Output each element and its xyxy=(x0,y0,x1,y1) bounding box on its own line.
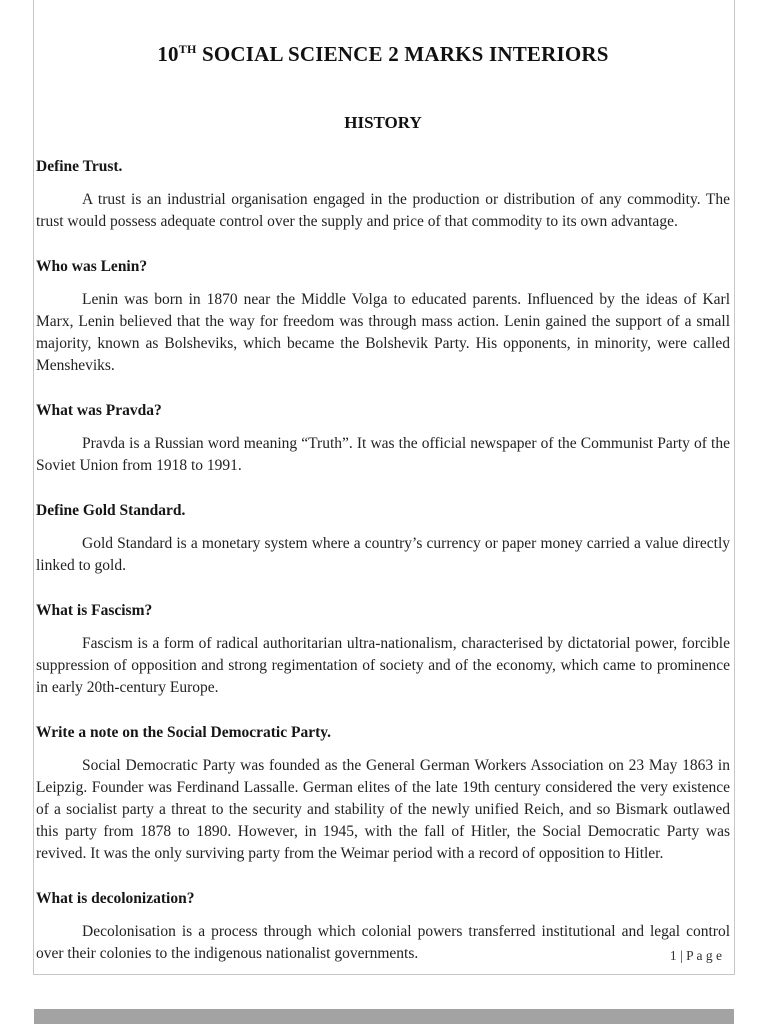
page-number-footer: 1 | P a g e xyxy=(669,948,722,963)
title-ordinal-suffix: TH xyxy=(178,42,197,56)
document-page xyxy=(33,0,735,975)
next-page-edge xyxy=(34,1009,734,1024)
question-social-democratic-party: Write a note on the Social Democratic Party. xyxy=(36,724,331,741)
answer-what-is-decolonization: Decolonisation is a process through which colonial powers transferred institutional and legal control over their colonies to the indigenous nationalist governments. xyxy=(36,923,730,962)
question-what-is-fascism: What is Fascism? xyxy=(36,602,153,619)
question-who-was-lenin: Who was Lenin? xyxy=(36,258,148,275)
section-heading: HISTORY xyxy=(344,113,422,132)
answer-define-gold-standard: Gold Standard is a monetary system where a country’s currency or paper money carried a value directly linked to gold. xyxy=(36,535,730,574)
question-define-trust: Define Trust. xyxy=(36,158,123,175)
question-define-gold-standard: Define Gold Standard. xyxy=(36,502,186,519)
title-number: 10 xyxy=(157,42,179,66)
question-what-was-pravda: What was Pravda? xyxy=(36,402,162,419)
answer-social-democratic-party: Social Democratic Party was founded as the General German Workers Association on 23 May 1863 in Leipzig. Founder was Ferdinand Lassalle. German elites of the late 19th century considered the very existence of a socialist party a threat to the security and stability of the newly unified Reich, and so Bismark outlawed this party from 1878 to 1890. However, in 1945, with the fall of Hitler, the Social Democratic Party was revived. It was the only surviving party from the Weimar period with a record of opposition to Hitler. xyxy=(36,757,730,862)
answer-what-is-fascism: Fascism is a form of radical authoritarian ultra-nationalism, characterised by dictatorial power, forcible suppression of opposition and strong regimentation of society and of the economy, which came to prominence in early 20th-century Europe. xyxy=(36,635,730,696)
answer-who-was-lenin: Lenin was born in 1870 near the Middle Volga to educated parents. Influenced by the ideas of Karl Marx, Lenin believed that the way for freedom was through mass action. Lenin gained the support of a small majority, known as Bolsheviks, which became the Bolshevik Party. His opponents, in minority, were called Mensheviks. xyxy=(36,291,730,374)
title-text: SOCIAL SCIENCE 2 MARKS INTERIORS xyxy=(196,42,609,66)
answer-what-was-pravda: Pravda is a Russian word meaning “Truth”. It was the official newspaper of the Communist Party of the Soviet Union from 1918 to 1991. xyxy=(36,435,730,474)
document-title xyxy=(36,42,730,67)
answer-define-trust: A trust is an industrial organisation engaged in the production or distribution of any commodity. The trust would possess adequate control over the supply and price of that commodity to its own advantage. xyxy=(36,191,730,230)
qa-list xyxy=(36,158,730,965)
question-what-is-decolonization: What is decolonization? xyxy=(36,890,195,907)
